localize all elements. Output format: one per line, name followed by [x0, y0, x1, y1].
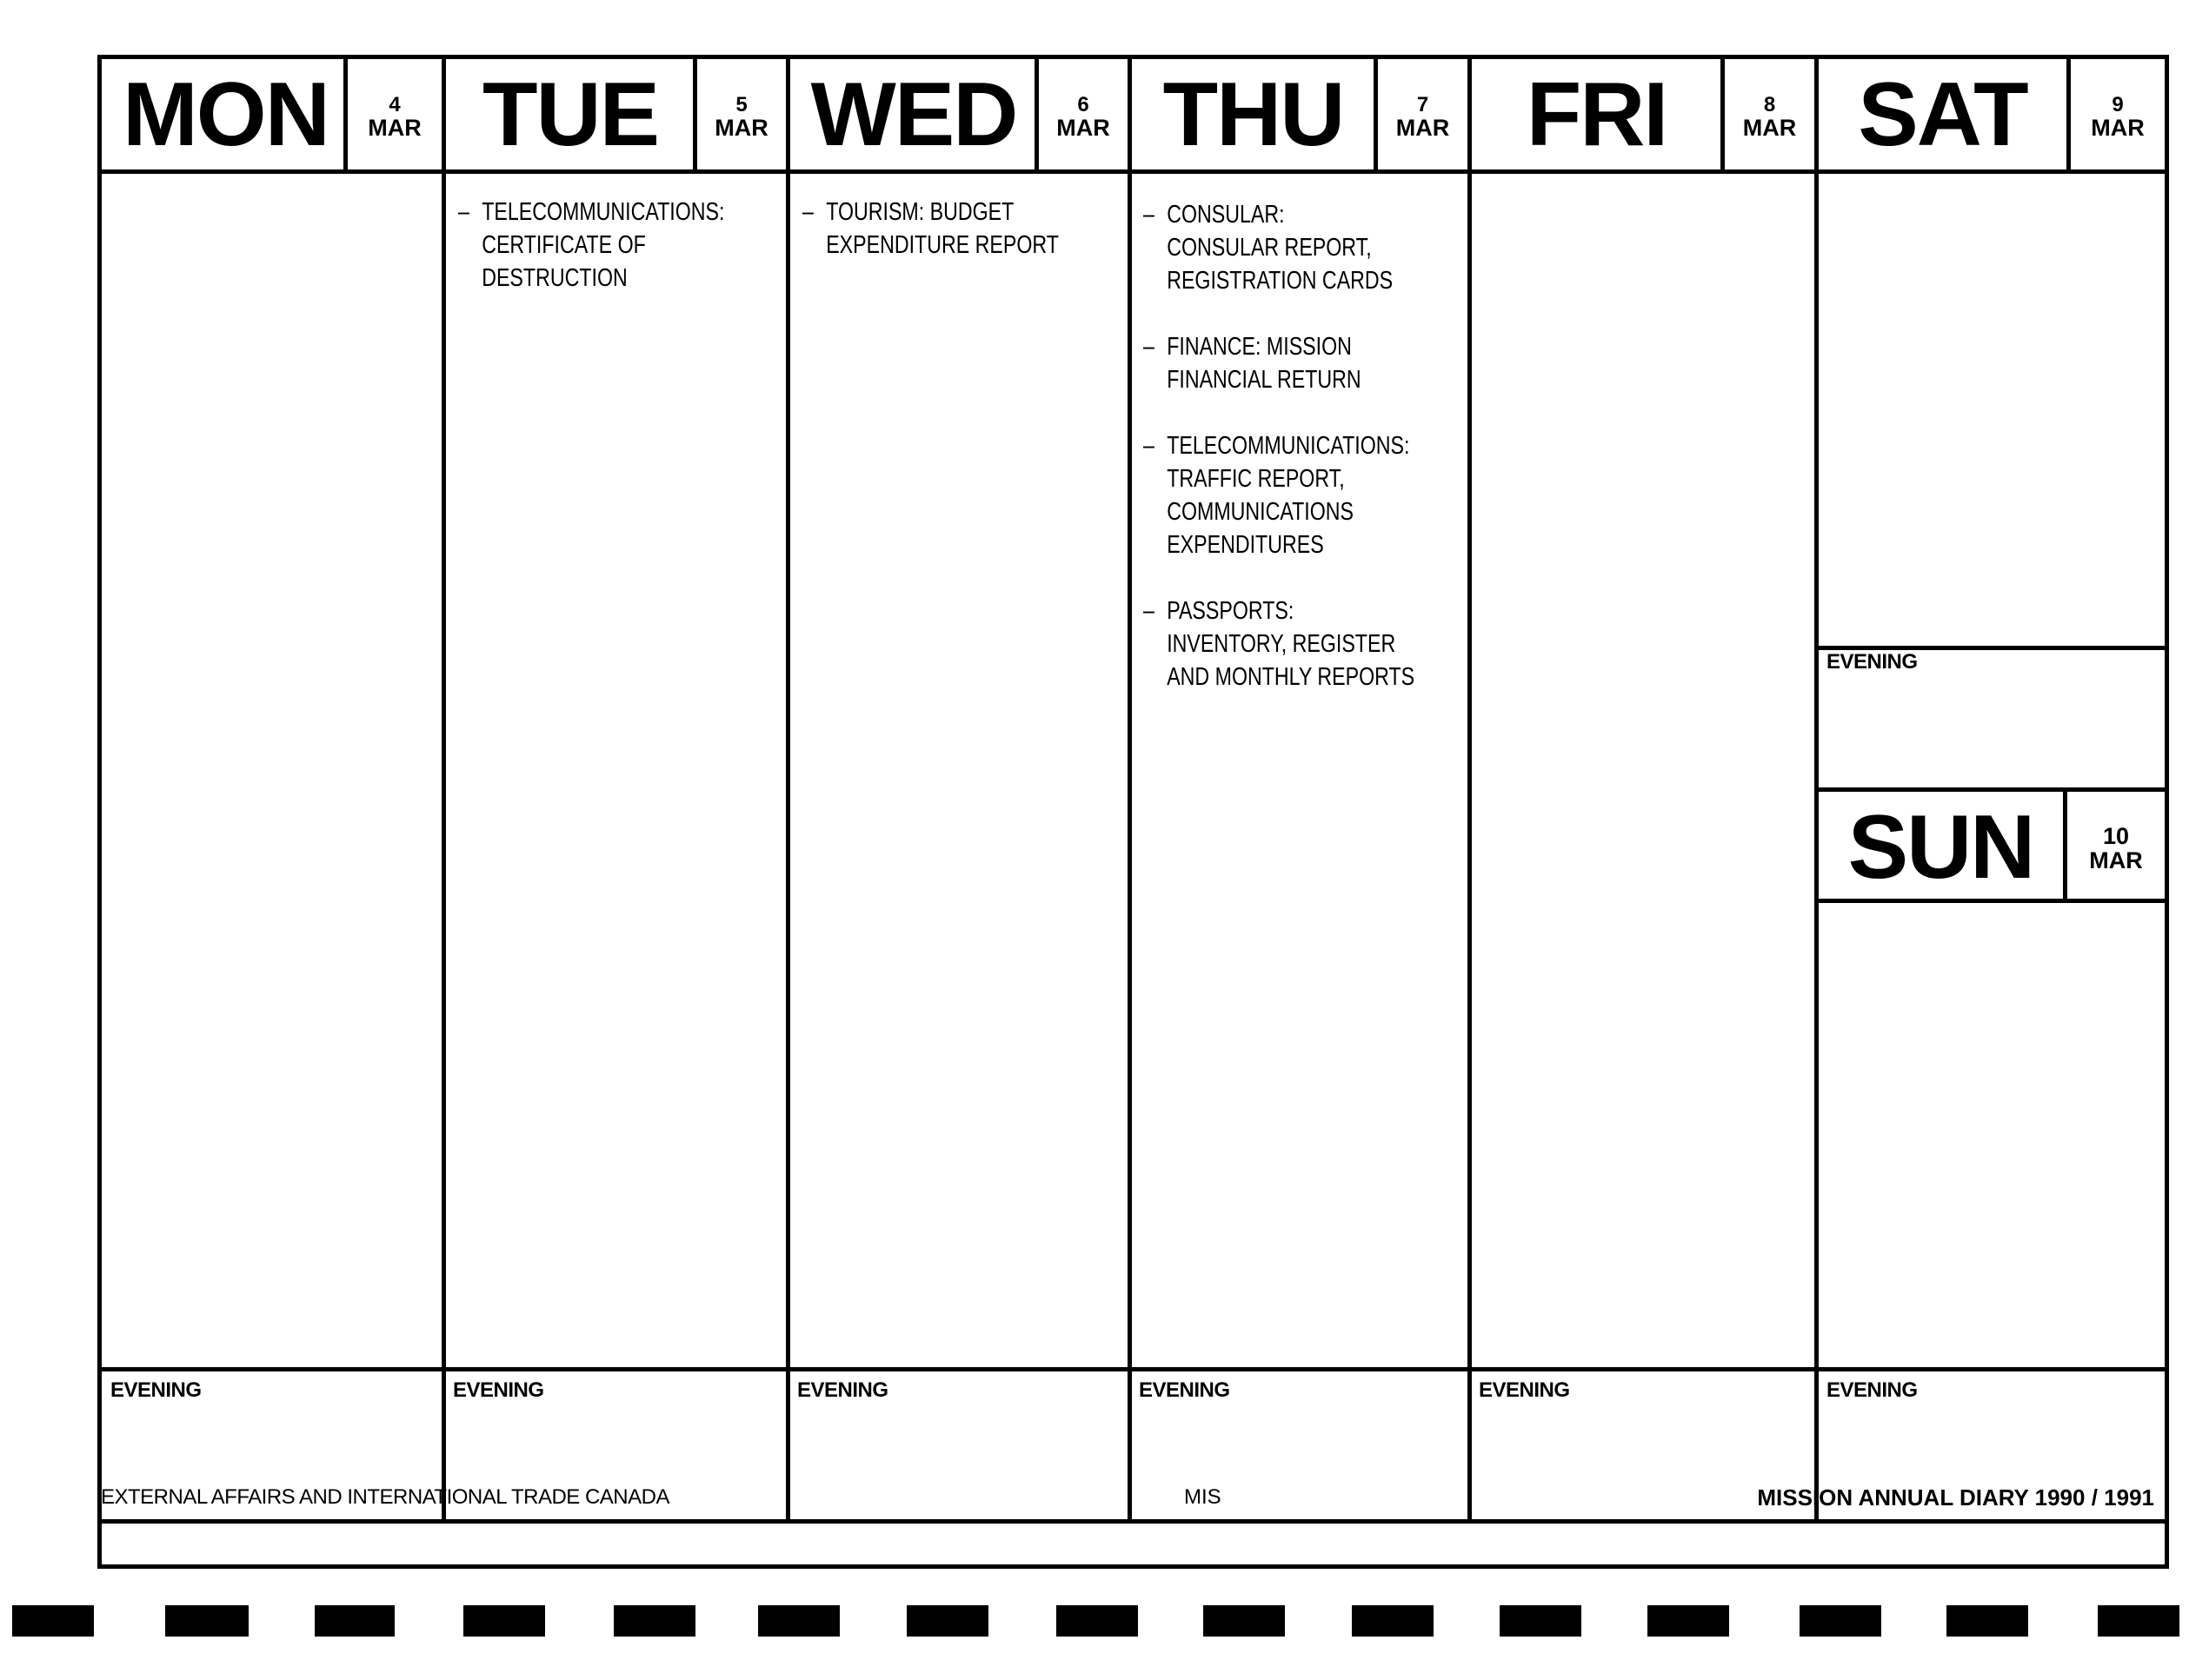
task-item: – CONSULAR: CONSULAR REPORT, REGISTRATION CARDS: [1143, 198, 1414, 297]
task-item: – PASSPORTS: INVENTORY, REGISTER AND MONTHLY REPORTS: [1143, 594, 1414, 694]
binding-mark: [1800, 1605, 1881, 1637]
binding-mark: [165, 1605, 249, 1637]
binding-mark: [907, 1605, 988, 1637]
binding-mark: [1647, 1605, 1729, 1637]
binding-mark: [1500, 1605, 1581, 1637]
binding-mark: [463, 1605, 545, 1637]
day-name-tue: TUE: [482, 64, 658, 165]
date-thu: 7 MAR: [1395, 93, 1450, 142]
date-tue: 5 MAR: [715, 93, 768, 142]
evening-label-mon: EVENING: [110, 1378, 202, 1402]
day-name-fri: FRI: [1526, 64, 1667, 165]
diary-page: [97, 55, 2169, 1569]
binding-mark: [614, 1605, 695, 1637]
task-list-thu: [1143, 198, 1414, 727]
column-divider: [442, 59, 446, 1524]
day-name-sat: SAT: [1858, 64, 2027, 165]
footer-rule: [102, 1519, 2165, 1524]
evening-label-sat: EVENING: [1826, 650, 1918, 674]
day-name-sun: SUN: [1847, 797, 2034, 898]
footer-diary-title: MISSION ANNUAL DIARY 1990 / 1991: [1757, 1484, 2154, 1511]
evening-label-wed: EVENING: [797, 1378, 888, 1402]
binding-mark: [1056, 1605, 1138, 1637]
footer-code: MIS: [1184, 1485, 1221, 1509]
day-name-mon: MON: [123, 64, 329, 165]
header-bottom-rule: [102, 169, 2165, 174]
task-item: – FINANCE: MISSION FINANCIAL RETURN: [1143, 330, 1414, 396]
evening-label-sun: EVENING: [1826, 1378, 1918, 1402]
task-item: – TELECOMMUNICATIONS: TRAFFIC REPORT, COMMUNICATIONS EXPENDITURES: [1143, 429, 1414, 561]
date-sat: 9 MAR: [2091, 93, 2145, 142]
binding-mark: [1352, 1605, 1434, 1637]
binding-mark: [1203, 1605, 1285, 1637]
day-name-wed: WED: [810, 64, 1017, 165]
day-name-thu: THU: [1162, 64, 1344, 165]
date-wed: 6 MAR: [1056, 93, 1110, 142]
column-divider: [786, 59, 790, 1524]
evening-label-fri: EVENING: [1479, 1378, 1570, 1402]
date-sun: 10 MAR: [2089, 823, 2143, 874]
task-item: – TOURISM: BUDGET EXPENDITURE REPORT: [802, 196, 1059, 262]
sat-sun-rule: [1814, 787, 2165, 792]
date-mon: 4 MAR: [368, 93, 422, 142]
evening-label-tue: EVENING: [453, 1378, 544, 1402]
task-item: – TELECOMMUNICATIONS: CERTIFICATE OF DESTRUCTION: [458, 196, 724, 295]
binding-mark: [758, 1605, 840, 1637]
task-list-tue: [458, 196, 724, 328]
binding-mark: [12, 1605, 94, 1637]
footer-organization: EXTERNAL AFFAIRS AND INTERNATIONAL TRADE CANADA: [101, 1485, 669, 1509]
binding-mark: [2098, 1605, 2179, 1637]
sun-header-rule: [1814, 899, 2165, 903]
binding-mark: [1946, 1605, 2028, 1637]
evening-label-thu: EVENING: [1139, 1378, 1230, 1402]
task-list-wed: [802, 196, 1059, 295]
column-divider: [1467, 59, 1472, 1524]
column-divider: [1128, 59, 1132, 1524]
binding-mark: [315, 1605, 395, 1637]
evening-rule: [102, 1367, 2165, 1371]
date-fri: 8 MAR: [1742, 93, 1797, 142]
